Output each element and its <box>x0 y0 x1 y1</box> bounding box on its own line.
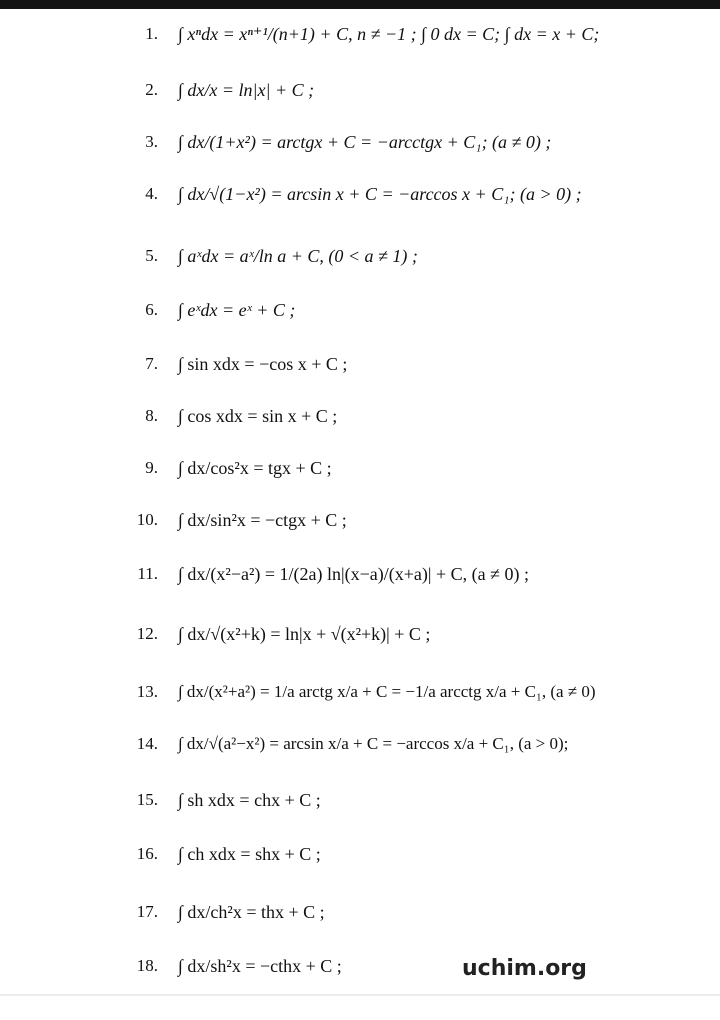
formula-text: ∫ eˣdx = eˣ + C ; <box>178 300 296 320</box>
formula-number: 6. <box>145 300 158 319</box>
formula-row-13 <box>0 672 720 728</box>
formula-text: ∫ dx/(1+x²) = arctgx + C = −arcctgx + C₁; (a ≠ 0) ; <box>178 132 552 152</box>
formula-text: ∫ dx/sin²x = −ctgx + C ; <box>178 510 347 530</box>
watermark-logo: uchim.org <box>462 956 587 981</box>
formula-number: 9. <box>145 458 158 477</box>
formula-text: ∫ aˣdx = aˣ/ln a + C, (0 < a ≠ 1) ; <box>178 246 418 266</box>
formula-number: 18. <box>136 956 158 975</box>
formula-row-1 <box>0 10 720 66</box>
formula-number: 12. <box>136 624 158 643</box>
formula-text: ∫ dx/(x²+a²) = 1/a arctg x/a + C = −1/a arcctg x/a + C₁, (a ≠ 0) <box>178 682 596 701</box>
formula-row-12 <box>0 612 720 668</box>
formula-row-7 <box>0 342 720 398</box>
formula-number: 17. <box>136 902 158 921</box>
formula-text: ∫ xⁿdx = xⁿ⁺¹/(n+1) + C, n ≠ −1 ; ∫ 0 dx = C; ∫ dx = x + C; <box>178 24 600 44</box>
formula-number: 2. <box>145 80 158 99</box>
formula-row-16 <box>0 834 720 890</box>
formula-row-18 <box>0 944 720 1000</box>
formula-text: ∫ dx/√(a²−x²) = arcsin x/a + C = −arccos x/a + C₁, (a > 0); <box>178 734 569 753</box>
formula-number: 16. <box>136 844 158 863</box>
footer-divider <box>0 994 720 996</box>
formula-row-15 <box>0 780 720 836</box>
formula-number: 11. <box>137 564 158 583</box>
formula-text: ∫ cos xdx = sin x + C ; <box>178 406 338 426</box>
formula-number: 8. <box>145 406 158 425</box>
formula-number: 4. <box>145 184 158 203</box>
formula-text: ∫ ch xdx = shx + C ; <box>178 844 321 864</box>
formula-text: ∫ sin xdx = −cos x + C ; <box>178 354 348 374</box>
formula-text: ∫ dx/ch²x = thx + C ; <box>178 902 325 922</box>
formula-text: ∫ dx/√(1−x²) = arcsin x + C = −arccos x + C₁; (a > 0) ; <box>178 184 582 204</box>
formula-text: ∫ dx/√(x²+k) = ln|x + √(x²+k)| + C ; <box>178 624 431 644</box>
formula-text: ∫ sh xdx = chx + C ; <box>178 790 321 810</box>
formula-text: ∫ dx/(x²−a²) = 1/(2a) ln|(x−a)/(x+a)| + C, (a ≠ 0) ; <box>178 564 529 584</box>
formula-row-2 <box>0 64 720 120</box>
formula-row-10 <box>0 500 720 556</box>
formula-number: 14. <box>136 734 158 753</box>
formula-row-9 <box>0 446 720 502</box>
formula-row-5 <box>0 234 720 290</box>
formula-row-17 <box>0 890 720 946</box>
formula-number: 7. <box>145 354 158 373</box>
formula-text: ∫ dx/cos²x = tgx + C ; <box>178 458 332 478</box>
formula-number: 10. <box>136 510 158 529</box>
formula-text: ∫ dx/x = ln|x| + C ; <box>178 80 315 100</box>
formula-number: 5. <box>145 246 158 265</box>
formula-number: 13. <box>136 682 158 701</box>
formula-number: 15. <box>136 790 158 809</box>
formula-number: 1. <box>145 24 158 43</box>
formula-row-8 <box>0 394 720 450</box>
formula-row-14 <box>0 724 720 780</box>
formula-text: ∫ dx/sh²x = −cthx + C ; <box>178 956 342 976</box>
top-bar <box>0 0 720 9</box>
formula-row-3 <box>0 118 720 174</box>
formula-row-11 <box>0 554 720 610</box>
formula-number: 3. <box>145 132 158 151</box>
formula-row-6 <box>0 288 720 344</box>
formula-row-4 <box>0 172 720 228</box>
